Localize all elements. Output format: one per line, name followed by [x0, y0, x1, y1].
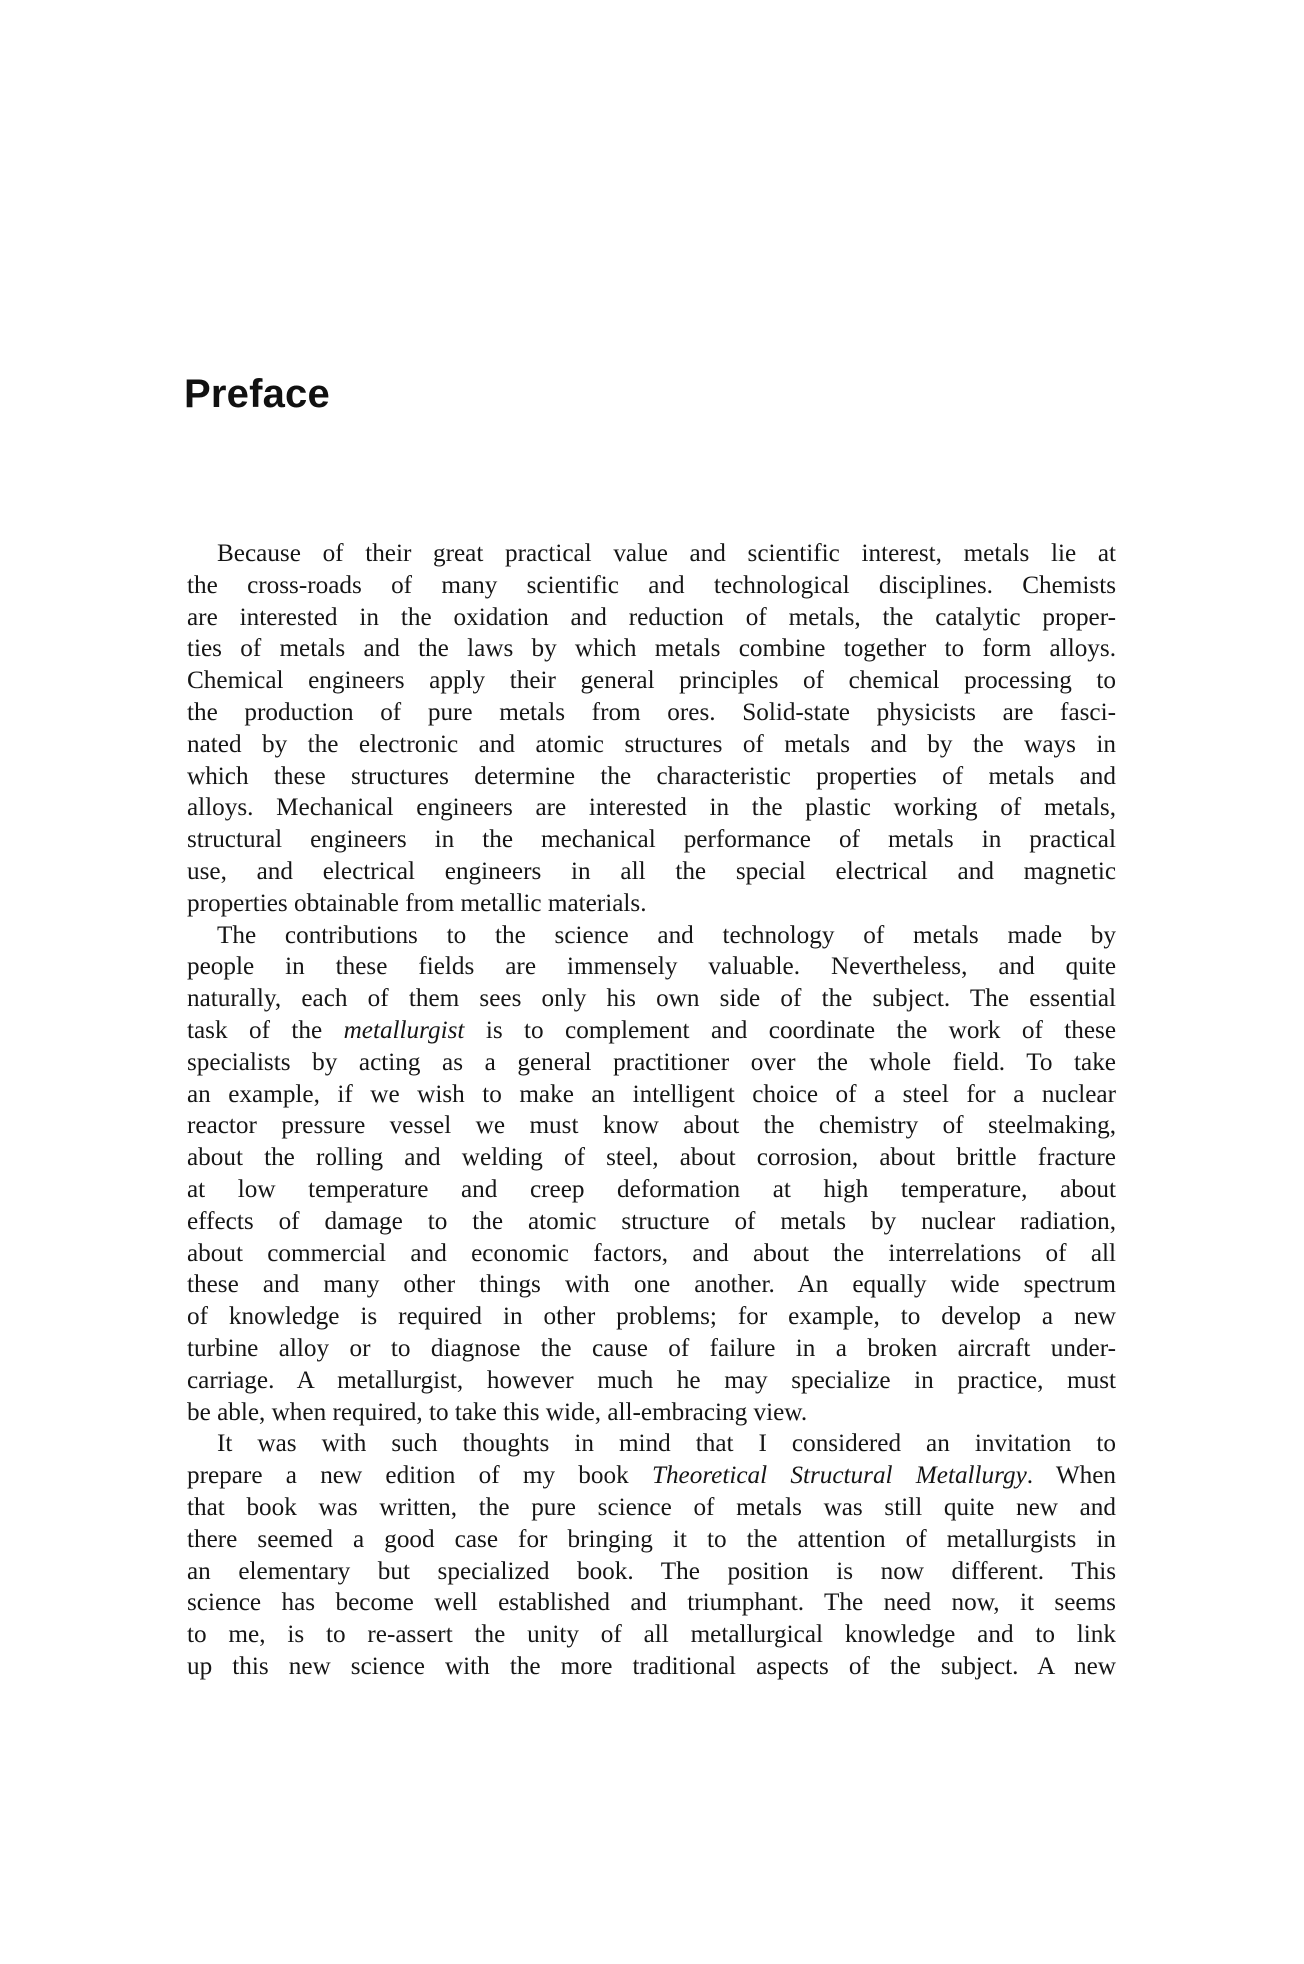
paragraph [187, 920, 1116, 1429]
text-line: turbine alloy or to diagnose the cause of failure in a broken aircraft under- [187, 1334, 1116, 1362]
text-line: there seemed a good case for bringing it to the attention of metallurgists in [187, 1525, 1116, 1553]
text-line [187, 1015, 1116, 1047]
text-line: reactor pressure vessel we must know about the chemistry of steelmaking, [187, 1112, 1116, 1140]
text-line: at low temperature and creep deformation at high temperature, about [187, 1175, 1116, 1203]
text-line: to me, is to re-assert the unity of all metallurgical knowledge and to link [187, 1621, 1116, 1649]
text-line: carriage. A metallurgist, however much he may specialize in practice, must [187, 1366, 1116, 1394]
text-line: use, and electrical engineers in all the special electrical and magnetic [187, 857, 1116, 885]
text-line [187, 1460, 1116, 1492]
text-line: of knowledge is required in other problems; for example, to develop a new [187, 1303, 1116, 1331]
text-line: naturally, each of them sees only his own side of the subject. The essential [187, 985, 1116, 1013]
text-line: an elementary but specialized book. The position is now different. This [187, 1557, 1116, 1585]
text-line: be able, when required, to take this wide, all-embracing view. [187, 1398, 808, 1426]
text-line: that book was written, the pure science of metals was still quite new and [187, 1493, 1116, 1521]
text-line: properties obtainable from metallic materials. [187, 889, 647, 917]
text-line: structural engineers in the mechanical performance of metals in practical [187, 826, 1116, 854]
text-line: Because of their great practical value and scientific interest, metals lie at [217, 540, 1116, 567]
text-line: nated by the electronic and atomic structures of metals and by the ways in [187, 730, 1116, 758]
text-line: It was with such thoughts in mind that I considered an invitation to [217, 1430, 1116, 1458]
text-line: the production of pure metals from ores. Solid-state physicists are fasci- [187, 698, 1116, 726]
text-line: Chemical engineers apply their general principles of chemical processing to [187, 667, 1116, 695]
text-line: are interested in the oxidation and reduction of metals, the catalytic proper- [187, 603, 1116, 631]
italic-text: metallurgist [343, 1016, 465, 1044]
text-line: about commercial and economic factors, and about the interrelations of all [187, 1239, 1116, 1267]
paragraph [187, 538, 1116, 920]
text-line: people in these fields are immensely valuable. Nevertheless, and quite [187, 953, 1116, 981]
italic-text: Theoretical Structural Metallurgy [651, 1462, 1027, 1490]
page-title: Preface [184, 372, 330, 416]
text-line: alloys. Mechanical engineers are interested in the plastic working of metals, [187, 794, 1116, 822]
document-body [187, 538, 1116, 1683]
text-segment: prepare a new edition of my book [187, 1462, 652, 1490]
text-segment: . When [1026, 1462, 1117, 1490]
text-line: The contributions to the science and technology of metals made by [217, 921, 1116, 949]
text-line: the cross-roads of many scientific and technological disciplines. Chemists [187, 571, 1116, 599]
text-line: these and many other things with one another. An equally wide spectrum [187, 1271, 1116, 1299]
paragraph [187, 1428, 1116, 1682]
text-line: which these structures determine the characteristic properties of metals and [187, 762, 1116, 790]
text-segment: task of the [187, 1016, 344, 1044]
text-line: science has become well established and triumphant. The need now, it seems [187, 1589, 1116, 1617]
text-segment: is to complement and coordinate the work of these [464, 1016, 1117, 1044]
text-line: about the rolling and welding of steel, about corrosion, about brittle fracture [187, 1144, 1116, 1172]
text-line: specialists by acting as a general practitioner over the whole field. To take [187, 1048, 1116, 1076]
text-line: effects of damage to the atomic structure of metals by nuclear radiation, [187, 1207, 1116, 1235]
text-line: an example, if we wish to make an intelligent choice of a steel for a nuclear [187, 1080, 1116, 1108]
text-line: up this new science with the more traditional aspects of the subject. A new [187, 1652, 1116, 1680]
text-line: ties of metals and the laws by which metals combine together to form alloys. [187, 635, 1116, 663]
